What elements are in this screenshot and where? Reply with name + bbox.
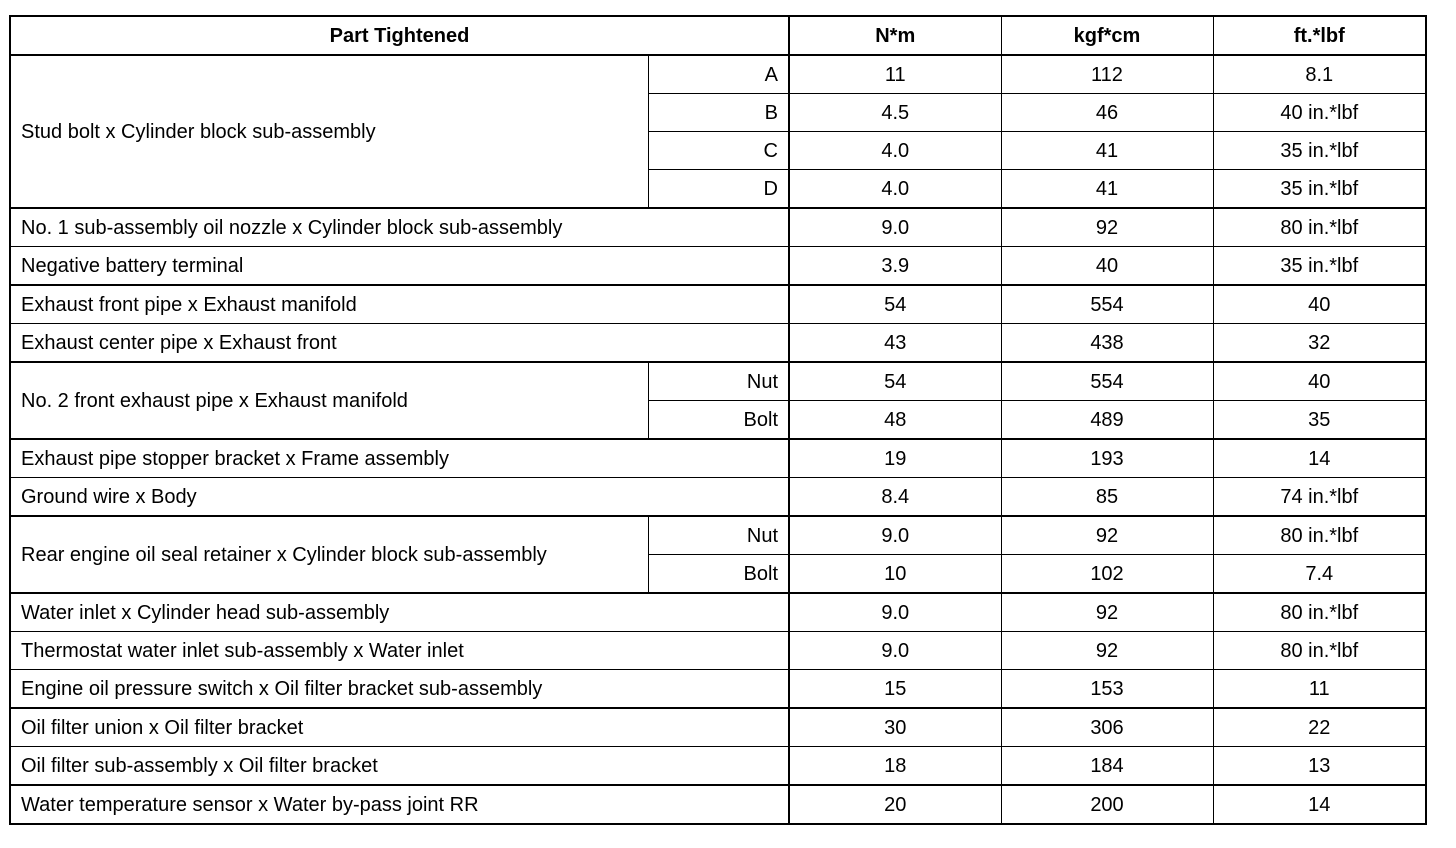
ftlbf-value-cell: 40 xyxy=(1213,362,1426,401)
sub-label-cell: Nut xyxy=(648,362,789,401)
part-name-cell: Water inlet x Cylinder head sub-assembly xyxy=(10,593,789,632)
part-name-cell: Ground wire x Body xyxy=(10,478,789,517)
ftlbf-value-cell: 32 xyxy=(1213,324,1426,363)
kgf-value-cell: 40 xyxy=(1001,247,1213,286)
header-part-tightened: Part Tightened xyxy=(10,16,789,55)
kgf-value-cell: 41 xyxy=(1001,170,1213,209)
kgf-value-cell: 85 xyxy=(1001,478,1213,517)
nm-value-cell: 54 xyxy=(789,285,1001,324)
kgf-value-cell: 554 xyxy=(1001,362,1213,401)
header-ft-lbf: ft.*lbf xyxy=(1213,16,1426,55)
nm-value-cell: 9.0 xyxy=(789,593,1001,632)
ftlbf-value-cell: 40 in.*lbf xyxy=(1213,94,1426,132)
nm-value-cell: 4.0 xyxy=(789,170,1001,209)
nm-value-cell: 43 xyxy=(789,324,1001,363)
kgf-value-cell: 200 xyxy=(1001,785,1213,824)
header-kgf-cm: kgf*cm xyxy=(1001,16,1213,55)
nm-value-cell: 18 xyxy=(789,747,1001,786)
table-row xyxy=(10,708,1426,747)
part-name-cell: Exhaust front pipe x Exhaust manifold xyxy=(10,285,789,324)
nm-value-cell: 4.0 xyxy=(789,132,1001,170)
nm-value-cell: 8.4 xyxy=(789,478,1001,517)
nm-value-cell: 15 xyxy=(789,670,1001,709)
ftlbf-value-cell: 14 xyxy=(1213,785,1426,824)
ftlbf-value-cell: 14 xyxy=(1213,439,1426,478)
table-body xyxy=(10,55,1426,824)
ftlbf-value-cell: 35 in.*lbf xyxy=(1213,247,1426,286)
sub-label-cell: Bolt xyxy=(648,555,789,594)
nm-value-cell: 9.0 xyxy=(789,632,1001,670)
table-row xyxy=(10,747,1426,786)
kgf-value-cell: 193 xyxy=(1001,439,1213,478)
torque-spec-table xyxy=(9,15,1427,825)
nm-value-cell: 9.0 xyxy=(789,516,1001,555)
part-name-cell: Negative battery terminal xyxy=(10,247,789,286)
table-row xyxy=(10,362,1426,401)
ftlbf-value-cell: 80 in.*lbf xyxy=(1213,632,1426,670)
nm-value-cell: 48 xyxy=(789,401,1001,440)
kgf-value-cell: 92 xyxy=(1001,208,1213,247)
nm-value-cell: 20 xyxy=(789,785,1001,824)
sub-label-cell: Bolt xyxy=(648,401,789,440)
table-row xyxy=(10,55,1426,94)
kgf-value-cell: 92 xyxy=(1001,593,1213,632)
part-name-cell: Oil filter sub-assembly x Oil filter bracket xyxy=(10,747,789,786)
part-name-cell: Exhaust pipe stopper bracket x Frame assembly xyxy=(10,439,789,478)
table-row xyxy=(10,247,1426,286)
ftlbf-value-cell: 35 in.*lbf xyxy=(1213,132,1426,170)
nm-value-cell: 19 xyxy=(789,439,1001,478)
table-row xyxy=(10,208,1426,247)
ftlbf-value-cell: 8.1 xyxy=(1213,55,1426,94)
table-row xyxy=(10,324,1426,363)
kgf-value-cell: 46 xyxy=(1001,94,1213,132)
part-name-cell: No. 1 sub-assembly oil nozzle x Cylinder block sub-assembly xyxy=(10,208,789,247)
part-name-cell: Water temperature sensor x Water by-pass joint RR xyxy=(10,785,789,824)
ftlbf-value-cell: 80 in.*lbf xyxy=(1213,208,1426,247)
kgf-value-cell: 102 xyxy=(1001,555,1213,594)
nm-value-cell: 4.5 xyxy=(789,94,1001,132)
table-row xyxy=(10,593,1426,632)
kgf-value-cell: 153 xyxy=(1001,670,1213,709)
sub-label-cell: D xyxy=(648,170,789,209)
kgf-value-cell: 554 xyxy=(1001,285,1213,324)
table-row xyxy=(10,632,1426,670)
ftlbf-value-cell: 40 xyxy=(1213,285,1426,324)
table-row xyxy=(10,285,1426,324)
ftlbf-value-cell: 74 in.*lbf xyxy=(1213,478,1426,517)
kgf-value-cell: 41 xyxy=(1001,132,1213,170)
ftlbf-value-cell: 80 in.*lbf xyxy=(1213,593,1426,632)
kgf-value-cell: 184 xyxy=(1001,747,1213,786)
part-name-cell: Thermostat water inlet sub-assembly x Water inlet xyxy=(10,632,789,670)
kgf-value-cell: 112 xyxy=(1001,55,1213,94)
kgf-value-cell: 306 xyxy=(1001,708,1213,747)
part-name-cell: Exhaust center pipe x Exhaust front xyxy=(10,324,789,363)
nm-value-cell: 10 xyxy=(789,555,1001,594)
part-name-cell: Engine oil pressure switch x Oil filter bracket sub-assembly xyxy=(10,670,789,709)
part-name-cell: Stud bolt x Cylinder block sub-assembly xyxy=(10,55,648,208)
ftlbf-value-cell: 13 xyxy=(1213,747,1426,786)
nm-value-cell: 30 xyxy=(789,708,1001,747)
part-name-cell: No. 2 front exhaust pipe x Exhaust manifold xyxy=(10,362,648,439)
header-row xyxy=(10,16,1426,55)
ftlbf-value-cell: 35 in.*lbf xyxy=(1213,170,1426,209)
nm-value-cell: 54 xyxy=(789,362,1001,401)
nm-value-cell: 11 xyxy=(789,55,1001,94)
ftlbf-value-cell: 35 xyxy=(1213,401,1426,440)
table-row xyxy=(10,670,1426,709)
sub-label-cell: Nut xyxy=(648,516,789,555)
ftlbf-value-cell: 80 in.*lbf xyxy=(1213,516,1426,555)
ftlbf-value-cell: 11 xyxy=(1213,670,1426,709)
nm-value-cell: 3.9 xyxy=(789,247,1001,286)
header-nm: N*m xyxy=(789,16,1001,55)
sub-label-cell: A xyxy=(648,55,789,94)
part-name-cell: Rear engine oil seal retainer x Cylinder block sub-assembly xyxy=(10,516,648,593)
kgf-value-cell: 92 xyxy=(1001,632,1213,670)
ftlbf-value-cell: 22 xyxy=(1213,708,1426,747)
table-row xyxy=(10,478,1426,517)
table-row xyxy=(10,439,1426,478)
nm-value-cell: 9.0 xyxy=(789,208,1001,247)
kgf-value-cell: 489 xyxy=(1001,401,1213,440)
table-row xyxy=(10,516,1426,555)
kgf-value-cell: 438 xyxy=(1001,324,1213,363)
sub-label-cell: B xyxy=(648,94,789,132)
kgf-value-cell: 92 xyxy=(1001,516,1213,555)
ftlbf-value-cell: 7.4 xyxy=(1213,555,1426,594)
table-row xyxy=(10,785,1426,824)
sub-label-cell: C xyxy=(648,132,789,170)
part-name-cell: Oil filter union x Oil filter bracket xyxy=(10,708,789,747)
